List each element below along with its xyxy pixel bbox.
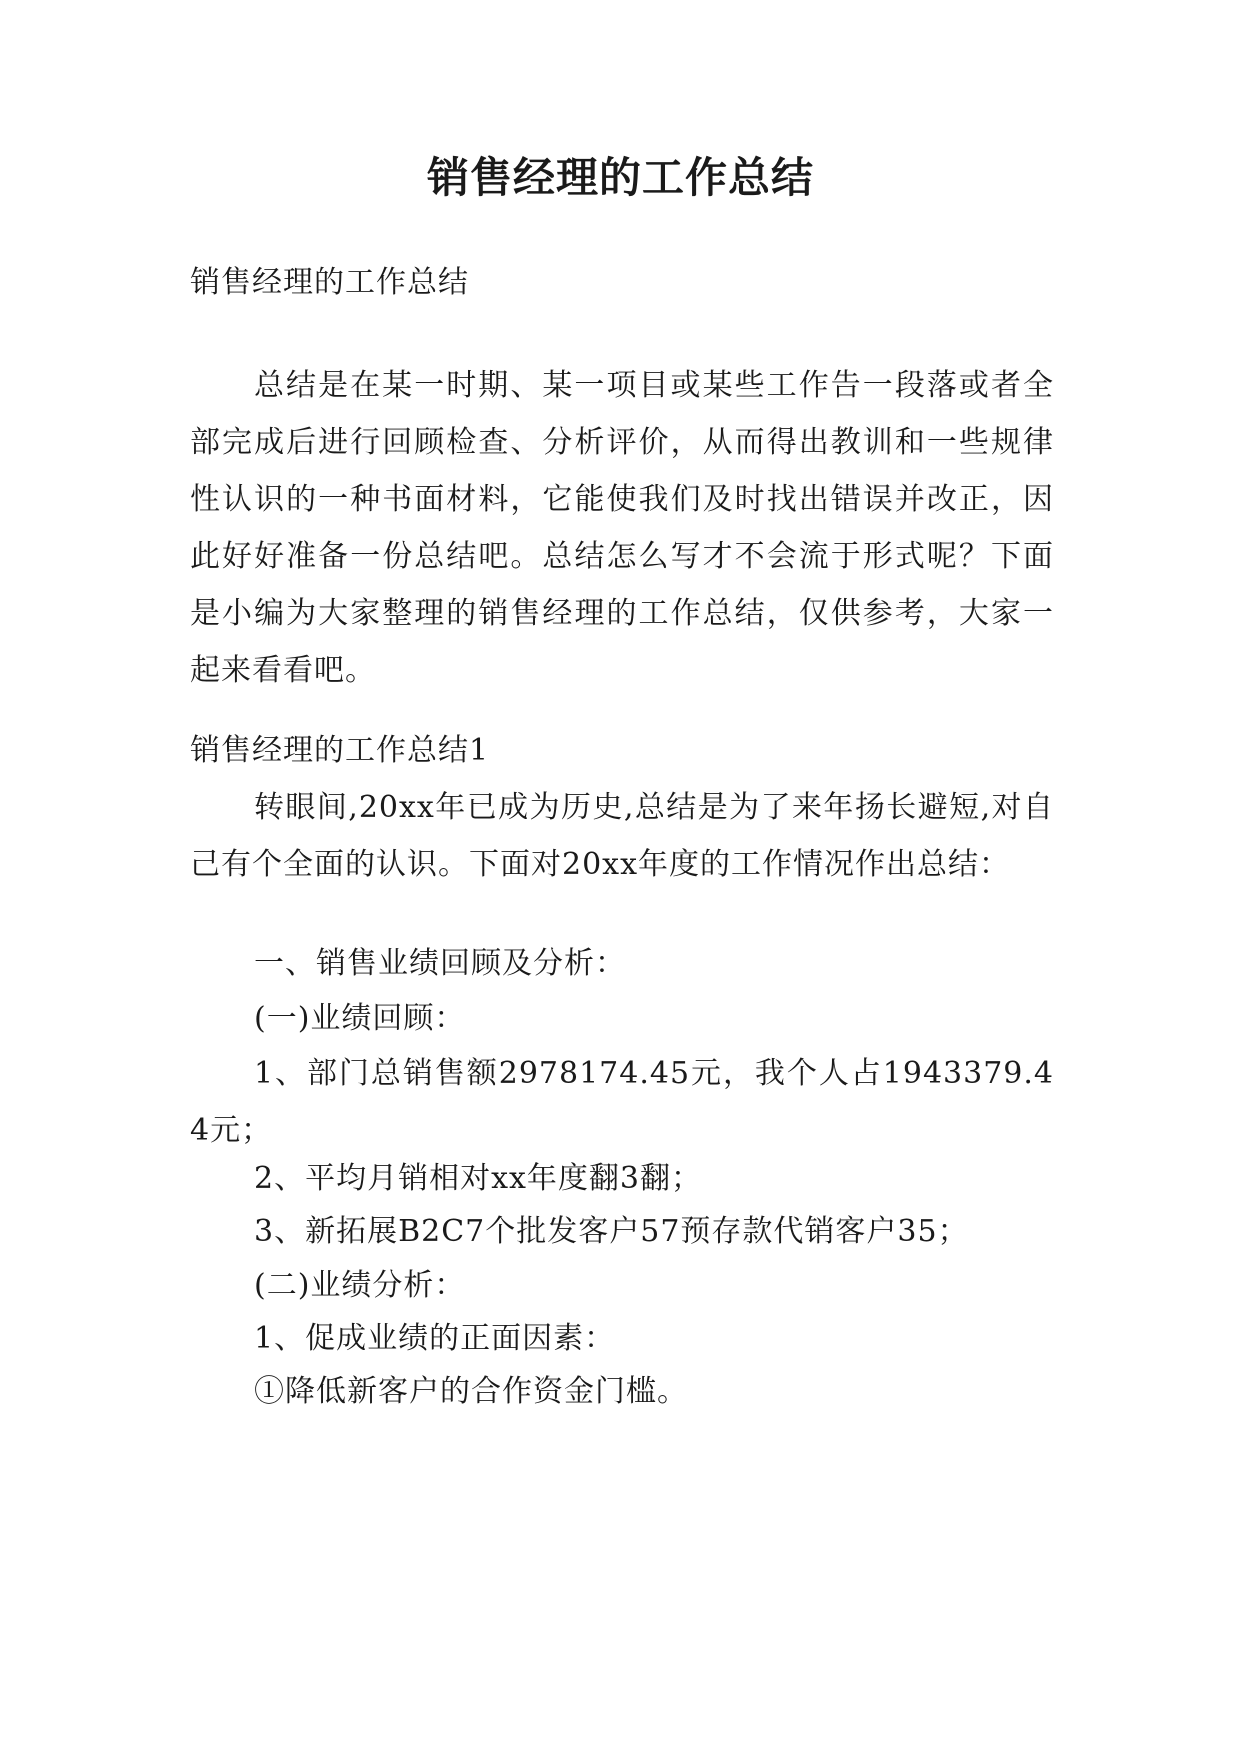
list-item: ①降低新客户的合作资金门槛。 xyxy=(254,1374,688,1409)
list-item: 2、平均月销相对xx年度翻3翻； xyxy=(254,1161,703,1196)
subsection-heading: (一)业绩回顾： xyxy=(254,1001,466,1036)
section-paragraph: 转眼间,20xx年已成为历史,总结是为了来年扬长避短,对自己有个全面的认识。下面对20xx年度的工作情况作出总结： xyxy=(190,790,1054,882)
part-heading: 一、销售业绩回顾及分析： xyxy=(254,946,626,981)
subsection-heading: (二)业绩分析： xyxy=(254,1268,466,1303)
analysis-heading: 1、促成业绩的正面因素： xyxy=(254,1321,616,1356)
document-subtitle: 销售经理的工作总结 xyxy=(190,265,469,300)
section-heading: 销售经理的工作总结1 xyxy=(190,733,490,768)
document-title: 销售经理的工作总结 xyxy=(426,153,814,202)
list-item: 3、新拓展B2C7个批发客户57预存款代销客户35； xyxy=(254,1214,969,1249)
list-item: 1、部门总销售额2978174.45元，我个人占1943379.44元； xyxy=(190,1056,1054,1148)
intro-paragraph: 总结是在某一时期、某一项目或某些工作告一段落或者全部完成后进行回顾检查、分析评价，从而得出教训和一些规律性认识的一种书面材料，它能使我们及时找出错误并改正，因此好好准备一份总结吧。总结怎么写才不会流于形式呢？下面是小编为大家整理的销售经理的工作总结，仅供参考，大家一起来看看吧。 xyxy=(190,368,1054,688)
